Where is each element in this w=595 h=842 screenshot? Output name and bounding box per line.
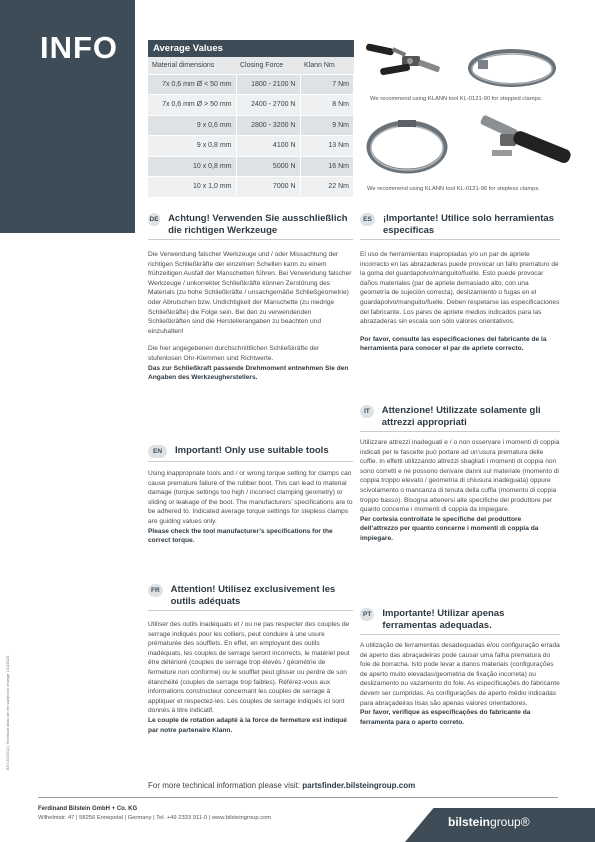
stepped-clamp-image bbox=[362, 38, 587, 93]
table-row bbox=[148, 177, 354, 198]
section-divider bbox=[148, 461, 353, 462]
paragraph: El uso de herramientas inapropiadas y/o un par de apriete incorrecto en las abrazaderas puede provocar un fallo prematuro de la goma del guardapolvo/manguito/fuelle. Esto puede provocar daños materiales (par de apriete demasiado alto, con una geometría de sujeción correcta), deslizamiento o fugas en el guardapolvo/manguito/fuelle. Deben respetarse las especificaciones del fabricante. Los pares de apriete medios indicados para las abrazaderas sin escala son sólo valores orientativos. bbox=[360, 251, 560, 326]
paragraph-bold: Por favor, verifique as especificações do fabricante da ferramenta para o aperto correto. bbox=[360, 709, 531, 726]
paragraph-bold: Per cortesia controllate le specifiche del produttore dell’attrezzo per quanto concerne i momenti di coppia da impiegare. bbox=[360, 515, 539, 542]
more-info-line bbox=[148, 781, 415, 790]
section-fr bbox=[148, 584, 353, 743]
stepped-clamp-illustration bbox=[362, 38, 587, 93]
cell-nm: 22 Nm bbox=[300, 177, 354, 198]
section-body-es bbox=[360, 250, 560, 354]
section-title-it: Attenzione! Utilizzate solamente gli attrezzi appropriati bbox=[381, 405, 541, 428]
paragraph-text: Die hier angegebenen durchschnittlichen Schließkräfte der stufenlosen Ohr-Klemmen sind Richtwerte. bbox=[148, 345, 320, 362]
lang-badge-es: ES bbox=[360, 213, 375, 226]
section-it bbox=[360, 405, 560, 552]
paragraph-bold: Por favor, consulte las especificaciones del fabricante de la herramienta para conocer el par de apriete correcto. bbox=[360, 335, 547, 353]
company-name: Ferdinand Bilstein GmbH + Co. KG bbox=[38, 806, 138, 812]
table-row bbox=[148, 95, 354, 116]
paragraph bbox=[148, 620, 353, 735]
section-de bbox=[148, 213, 353, 391]
brand-light: group® bbox=[490, 815, 530, 829]
section-body-en bbox=[148, 469, 353, 546]
section-body-pt bbox=[360, 641, 560, 727]
section-body-de bbox=[148, 250, 353, 383]
lang-badge-it: IT bbox=[360, 405, 374, 418]
cell-material: 7x 0,6 mm Ø > 50 mm bbox=[148, 95, 236, 116]
section-divider bbox=[360, 431, 560, 432]
stepless-clamp-illustration bbox=[362, 112, 587, 184]
footer-divider bbox=[38, 797, 558, 798]
section-title-de: Achtung! Verwenden Sie ausschließlich die richtigen Werkzeuge bbox=[168, 213, 348, 236]
values-table bbox=[148, 57, 354, 198]
paragraph-bold: Please check the tool manufacturer’s specifications for the correct torque. bbox=[148, 527, 333, 545]
paragraph bbox=[148, 344, 353, 382]
lang-badge-pt: PT bbox=[360, 608, 374, 621]
table-row bbox=[148, 156, 354, 177]
paragraph bbox=[360, 438, 560, 544]
section-pt bbox=[360, 608, 560, 735]
brand-logo bbox=[448, 815, 530, 829]
paragraph-text: Utiliser des outils inadéquats et / ou ne pas respecter des couples de serrage indiqués pour les colliers, peut conduire à une usure prématurée des soufflets. En effet, en employant des outils inadéquats, les couples de serrage seront incorrects, le matériel peut être détérioré (couples de serrage trop élevés / géométrie de fermeture non conforme) ou le soufflet peut glisser ou perdre de son étanchéité (couples de serrage trop faibles). Référez-vous aux informations constructeur concernant les couples de serrage à appliquer et respectez-les. Les couples de serrage indiqués ici sont donnés à titre indicatif. bbox=[148, 621, 350, 715]
cell-nm: 16 Nm bbox=[300, 156, 354, 177]
paragraph bbox=[360, 641, 560, 727]
paragraph-bold: Le couple de rotation adapté à la force de fermeture est indiqué par notre partenaire Klann. bbox=[148, 716, 347, 734]
table-row bbox=[148, 115, 354, 136]
section-body-it bbox=[360, 438, 560, 544]
paragraph-text: Using inappropriate tools and / or wrong torque setting for clamps can cause premature failure of the rubber boot. This can lead to material damage (torque settings too high / incorrect clamping geometry) or sliding or leakage of the boot. The manufacturers’ specifications are to be adhered to. Indicated average torque settings for stepless clamps are guiding values only. bbox=[148, 470, 353, 525]
lang-badge-de: DE bbox=[148, 213, 160, 226]
cell-nm: 8 Nm bbox=[300, 95, 354, 116]
cell-force: 5000 N bbox=[236, 156, 300, 177]
section-en bbox=[148, 445, 353, 554]
col-header-nm: Klann Nm bbox=[300, 57, 354, 74]
brand-bold: bilstein bbox=[448, 815, 491, 829]
cell-material: 10 x 1,0 mm bbox=[148, 177, 236, 198]
side-note: BGI 2022/11 | Technical data can be subject to change | 01/2024 bbox=[5, 655, 10, 770]
caption-stepless: We recommend using KLANN tool KL-0121-96 for stepless clamps. bbox=[367, 186, 540, 192]
cell-nm: 9 Nm bbox=[300, 115, 354, 136]
cell-force: 1800 - 2100 N bbox=[236, 74, 300, 95]
section-body-fr bbox=[148, 620, 353, 735]
partsfinder-link[interactable]: partsfinder.bilsteingroup.com bbox=[302, 781, 416, 790]
section-title-pt: Importante! Utilizar apenas ferramentas adequadas. bbox=[382, 608, 505, 631]
paragraph bbox=[360, 335, 560, 354]
cell-force: 2400 - 2700 N bbox=[236, 95, 300, 116]
paragraph bbox=[148, 469, 353, 546]
paragraph-bold: Das zur Schließkraft passende Drehmoment entnehmen Sie den Angaben des Werkzeugherstellers. bbox=[148, 364, 349, 382]
cell-material: 10 x 0,8 mm bbox=[148, 156, 236, 177]
cell-material: 9 x 0,6 mm bbox=[148, 115, 236, 136]
sidebar bbox=[0, 0, 138, 842]
section-divider bbox=[148, 610, 353, 611]
section-title-en: Important! Only use suitable tools bbox=[175, 445, 329, 456]
cell-force: 7000 N bbox=[236, 177, 300, 198]
table-row bbox=[148, 74, 354, 95]
cell-material: 7x 0,6 mm Ø < 50 mm bbox=[148, 74, 236, 95]
paragraph: Die Verwendung falscher Werkzeuge und / oder Missachtung der richtigen Schließkräfte der einzelnen Schellen kann zu einem frühzeitigen Ausfall der Manschetten führen. Bei Verwendung falscher Werkzeuge / unkorrekter Schließkräfte können Zerstörung des Materials (zu hohe Schließkräfte / unsachgemäße Schließgeometrie) oder Abrutschen bzw. Undichtigkeit der Manschette (zu niedrige Schließkräfte) die Folge sein. Bei den zu verwendenden Schließkräften sind die Herstellerangaben zu beachten und einzuhalten! bbox=[148, 251, 352, 335]
section-es bbox=[360, 213, 560, 362]
cell-force: 4100 N bbox=[236, 136, 300, 157]
section-title-es: ¡Importante! Utilice solo herramientas específicas bbox=[382, 213, 554, 236]
info-banner bbox=[0, 0, 135, 233]
stepless-clamp-image bbox=[362, 112, 587, 184]
section-divider bbox=[360, 634, 560, 635]
section-title-fr: Attention! Utilisez exclusivement les outils adéquats bbox=[170, 584, 336, 607]
caption-stepped: We recommend using KLANN tool KL-0121-90 for stepped clamps. bbox=[370, 96, 543, 102]
more-info-text: For more technical information please visit: bbox=[148, 781, 303, 790]
cell-nm: 13 Nm bbox=[300, 136, 354, 157]
cell-nm: 7 Nm bbox=[300, 74, 354, 95]
average-values-table bbox=[148, 40, 354, 198]
lang-badge-fr: FR bbox=[148, 584, 163, 597]
company-address: Wilhelmstr. 47 | 58256 Ennepetal | Germany | Tel. +49 2333 911-0 | www.bilsteingroup.com bbox=[38, 815, 272, 821]
paragraph-text: Utilizzare attrezzi inadeguati e / o non osservare i momenti di coppia indicati per le fascette può portare ad un’usura prematura delle cuffie. In effetti utilizzando attrezzi sbagliati i momenti di coppia non sono corretti e ne possono derivare danni sul materiale (momento di coppia troppo elevato / geometria di chiusura inadeguata) oppure scivolamento o mancanza di tenuta della cuffia (momento di coppia troppo basso). Bisogna attenersi alle specifiche del produttore per quanto concerne i momenti di coppia da impiegare. bbox=[360, 439, 560, 514]
cell-material: 9 x 0,8 mm bbox=[148, 136, 236, 157]
table-row bbox=[148, 136, 354, 157]
section-divider bbox=[148, 239, 353, 240]
lang-badge-en: EN bbox=[148, 445, 167, 458]
section-divider bbox=[360, 239, 560, 240]
col-header-force: Closing Force bbox=[236, 57, 300, 74]
col-header-material: Material dimensions bbox=[148, 57, 236, 74]
table-title: Average Values bbox=[148, 40, 354, 57]
paragraph-text: A utilização de ferramentas desadequadas e/ou configuração errada de aperto das abraçadeiras pode causar uma falha prematura do fole de borracha. Isto pode levar a danos materiais (configurações de aperto muito elevadas/geometria de fixação incorreta) ou deslizamento ou vazamento do fole. As especificações do fabricante devem ser cumpridas. As configurações de aperto médio indicadas para abraçadeiras lisas são apenas valores orientadores. bbox=[360, 642, 560, 707]
cell-force: 2800 - 3200 N bbox=[236, 115, 300, 136]
page-title: INFO bbox=[40, 30, 119, 65]
